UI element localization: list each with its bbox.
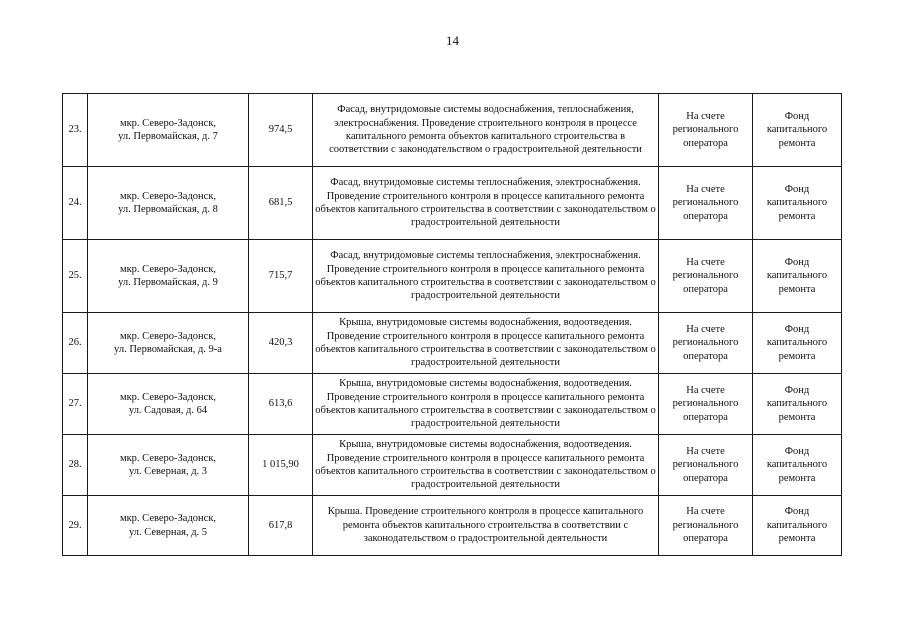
table-row [63, 167, 842, 240]
row-number: 28. [63, 435, 88, 496]
area-cell: 681,5 [249, 167, 313, 240]
address-street: ул. Первомайская, д. 9 [118, 277, 218, 288]
address-district: мкр. Северо-Задонск, [119, 117, 217, 129]
area-cell: 617,8 [249, 496, 313, 556]
address-street: ул. Первомайская, д. 9-а [114, 344, 222, 355]
row-number: 23. [63, 94, 88, 167]
table-row [63, 374, 842, 435]
fund-cell: Фонд капитального ремонта [753, 240, 842, 313]
account-cell: На счете регионального оператора [659, 374, 753, 435]
repair-works-table [62, 93, 842, 556]
address-district: мкр. Северо-Задонск, [119, 391, 217, 403]
works-cell: Фасад, внутридомовые системы теплоснабжения, электроснабжения. Проведение строительного контроля в процессе капитального ремонта объектов капитального строительства в соответствии с законодательством о градостроительной деятельности [313, 240, 659, 313]
fund-cell: Фонд капитального ремонта [753, 94, 842, 167]
row-number: 26. [63, 313, 88, 374]
fund-cell: Фонд капитального ремонта [753, 313, 842, 374]
row-number: 25. [63, 240, 88, 313]
address-district: мкр. Северо-Задонск, [119, 452, 217, 464]
account-cell: На счете регионального оператора [659, 167, 753, 240]
page-number: 14 [446, 33, 459, 48]
works-cell: Фасад, внутридомовые системы водоснабжения, теплоснабжения, электроснабжения. Проведение строительного контроля в процессе капитального ремонта объектов капитального строительства в соответствии с законодательством о градостроительной деятельности [313, 94, 659, 167]
area-cell: 1 015,90 [249, 435, 313, 496]
works-cell: Крыша. Проведение строительного контроля в процессе капитального ремонта объектов капитального строительства в соответствии с законодательством о градостроительной деятельности [313, 496, 659, 556]
account-cell: На счете регионального оператора [659, 435, 753, 496]
works-cell: Крыша, внутридомовые системы водоснабжения, водоотведения. Проведение строительного контроля в процессе капитального ремонта объектов капитального строительства в соответствии с законодательством о градостроительной деятельности [313, 374, 659, 435]
fund-cell: Фонд капитального ремонта [753, 167, 842, 240]
account-cell: На счете регионального оператора [659, 240, 753, 313]
row-number: 29. [63, 496, 88, 556]
area-cell: 715,7 [249, 240, 313, 313]
fund-cell: Фонд капитального ремонта [753, 496, 842, 556]
area-cell: 613,6 [249, 374, 313, 435]
fund-cell: Фонд капитального ремонта [753, 435, 842, 496]
address-cell [88, 374, 249, 435]
works-cell: Крыша, внутридомовые системы водоснабжения, водоотведения. Проведение строительного контроля в процессе капитального ремонта объектов капитального строительства в соответствии с законодательством о градостроительной деятельности [313, 313, 659, 374]
works-cell: Фасад, внутридомовые системы теплоснабжения, электроснабжения. Проведение строительного контроля в процессе капитального ремонта объектов капитального строительства в соответствии с законодательством о градостроительной деятельности [313, 167, 659, 240]
table-row [63, 240, 842, 313]
account-cell: На счете регионального оператора [659, 496, 753, 556]
area-cell: 420,3 [249, 313, 313, 374]
address-street: ул. Садовая, д. 64 [128, 405, 208, 416]
area-cell: 974,5 [249, 94, 313, 167]
address-cell [88, 313, 249, 374]
address-district: мкр. Северо-Задонск, [119, 513, 217, 525]
address-cell [88, 167, 249, 240]
works-cell: Крыша, внутридомовые системы водоснабжения, водоотведения. Проведение строительного контроля в процессе капитального ремонта объектов капитального строительства в соответствии с законодательством о градостроительной деятельности [313, 435, 659, 496]
fund-cell: Фонд капитального ремонта [753, 374, 842, 435]
row-number: 24. [63, 167, 88, 240]
address-street: ул. Первомайская, д. 8 [118, 204, 218, 215]
address-district: мкр. Северо-Задонск, [119, 330, 217, 342]
account-cell: На счете регионального оператора [659, 313, 753, 374]
address-cell [88, 435, 249, 496]
address-street: ул. Первомайская, д. 7 [118, 131, 218, 142]
table-row [63, 94, 842, 167]
account-cell: На счете регионального оператора [659, 94, 753, 167]
address-district: мкр. Северо-Задонск, [119, 190, 217, 202]
row-number: 27. [63, 374, 88, 435]
table-row [63, 313, 842, 374]
address-street: ул. Северная, д. 5 [128, 526, 208, 538]
address-cell [88, 240, 249, 313]
address-cell [88, 496, 249, 556]
address-cell [88, 94, 249, 167]
address-district: мкр. Северо-Задонск, [119, 263, 217, 275]
address-street: ул. Северная, д. 3 [128, 466, 208, 477]
table-row [63, 435, 842, 496]
table-row [63, 496, 842, 556]
